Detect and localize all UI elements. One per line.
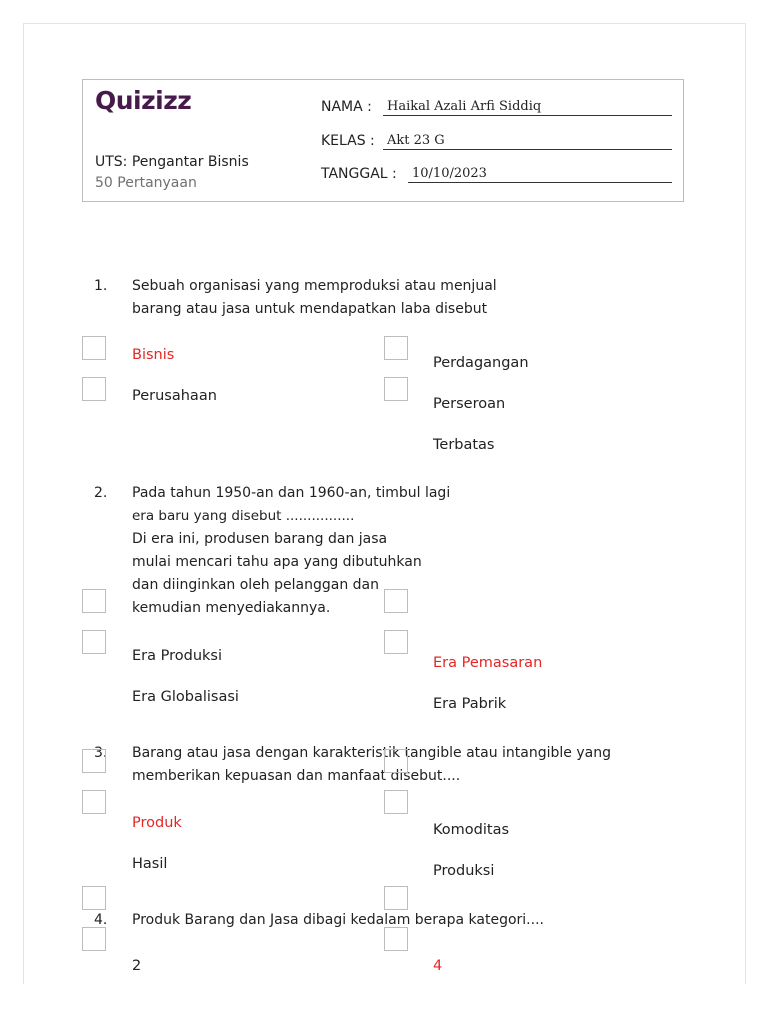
quizizz-logo: Quizizz (95, 86, 192, 115)
question-number: 1. (94, 278, 108, 294)
answer-checkbox[interactable] (82, 749, 106, 773)
answer-option-correct: 4 (433, 958, 443, 974)
answer-checkbox[interactable] (384, 336, 408, 360)
question-line: era baru yang disebut ................ (132, 508, 355, 524)
question-line: mulai mencari tahu apa yang dibutuhkan (132, 554, 422, 570)
answer-checkbox[interactable] (384, 589, 408, 613)
question-line: Sebuah organisasi yang memproduksi atau menjual (132, 278, 497, 294)
answer-checkbox[interactable] (82, 589, 106, 613)
answer-option: Terbatas (433, 437, 495, 453)
question-line: dan diinginkan oleh pelanggan dan (132, 577, 379, 593)
question-line: Produk Barang dan Jasa dibagi kedalam berapa kategori.... (132, 912, 544, 928)
class-field[interactable]: Akt 23 G (383, 133, 672, 150)
question-text (132, 275, 497, 321)
answer-option-correct: Produk (132, 815, 182, 831)
answer-checkbox[interactable] (82, 886, 106, 910)
answer-option: Produksi (433, 863, 495, 879)
answer-checkbox[interactable] (384, 749, 408, 773)
question-line: Barang atau jasa dengan karakteristik tangible atau intangible yang (132, 745, 611, 761)
answer-option-correct: Bisnis (132, 347, 175, 363)
answer-option: Perusahaan (132, 388, 217, 404)
answer-checkbox[interactable] (384, 377, 408, 401)
question-line: barang atau jasa untuk mendapatkan laba disebut (132, 301, 488, 317)
answer-option: Perseroan (433, 396, 506, 412)
answer-checkbox[interactable] (82, 336, 106, 360)
answer-checkbox[interactable] (384, 886, 408, 910)
answer-checkbox[interactable] (384, 790, 408, 814)
question-number: 3. (94, 745, 108, 761)
answer-option: Perdagangan (433, 355, 529, 371)
answer-checkbox[interactable] (384, 630, 408, 654)
name-field[interactable]: Haikal Azali Arfi Siddiq (383, 99, 672, 116)
question-text (132, 742, 611, 788)
question-number: 4. (94, 912, 108, 928)
answer-option: Era Globalisasi (132, 689, 239, 705)
date-label: TANGGAL : (321, 166, 397, 182)
quiz-subject: UTS: Pengantar Bisnis (95, 154, 249, 170)
class-label: KELAS : (321, 133, 375, 149)
question-line: kemudian menyediakannya. (132, 600, 331, 616)
name-label: NAMA : (321, 99, 372, 115)
date-field[interactable]: 10/10/2023 (408, 166, 672, 183)
answer-checkbox[interactable] (82, 630, 106, 654)
answer-option-correct: Era Pemasaran (433, 655, 543, 671)
answer-checkbox[interactable] (82, 790, 106, 814)
question-line: Pada tahun 1950-an dan 1960-an, timbul lagi (132, 485, 451, 501)
answer-option: 2 (132, 958, 142, 974)
answer-option: Era Produksi (132, 648, 222, 664)
answer-option: Hasil (132, 856, 168, 872)
question-number: 2. (94, 485, 108, 501)
answer-option: Era Pabrik (433, 696, 507, 712)
answer-checkbox[interactable] (82, 377, 106, 401)
answer-option: Komoditas (433, 822, 510, 838)
answer-checkbox[interactable] (384, 927, 408, 951)
question-text (132, 909, 544, 932)
answer-checkbox[interactable] (82, 927, 106, 951)
question-line: memberikan kepuasan dan manfaat disebut.... (132, 768, 461, 784)
question-line: Di era ini, produsen barang dan jasa (132, 531, 388, 547)
question-count: 50 Pertanyaan (95, 175, 197, 191)
